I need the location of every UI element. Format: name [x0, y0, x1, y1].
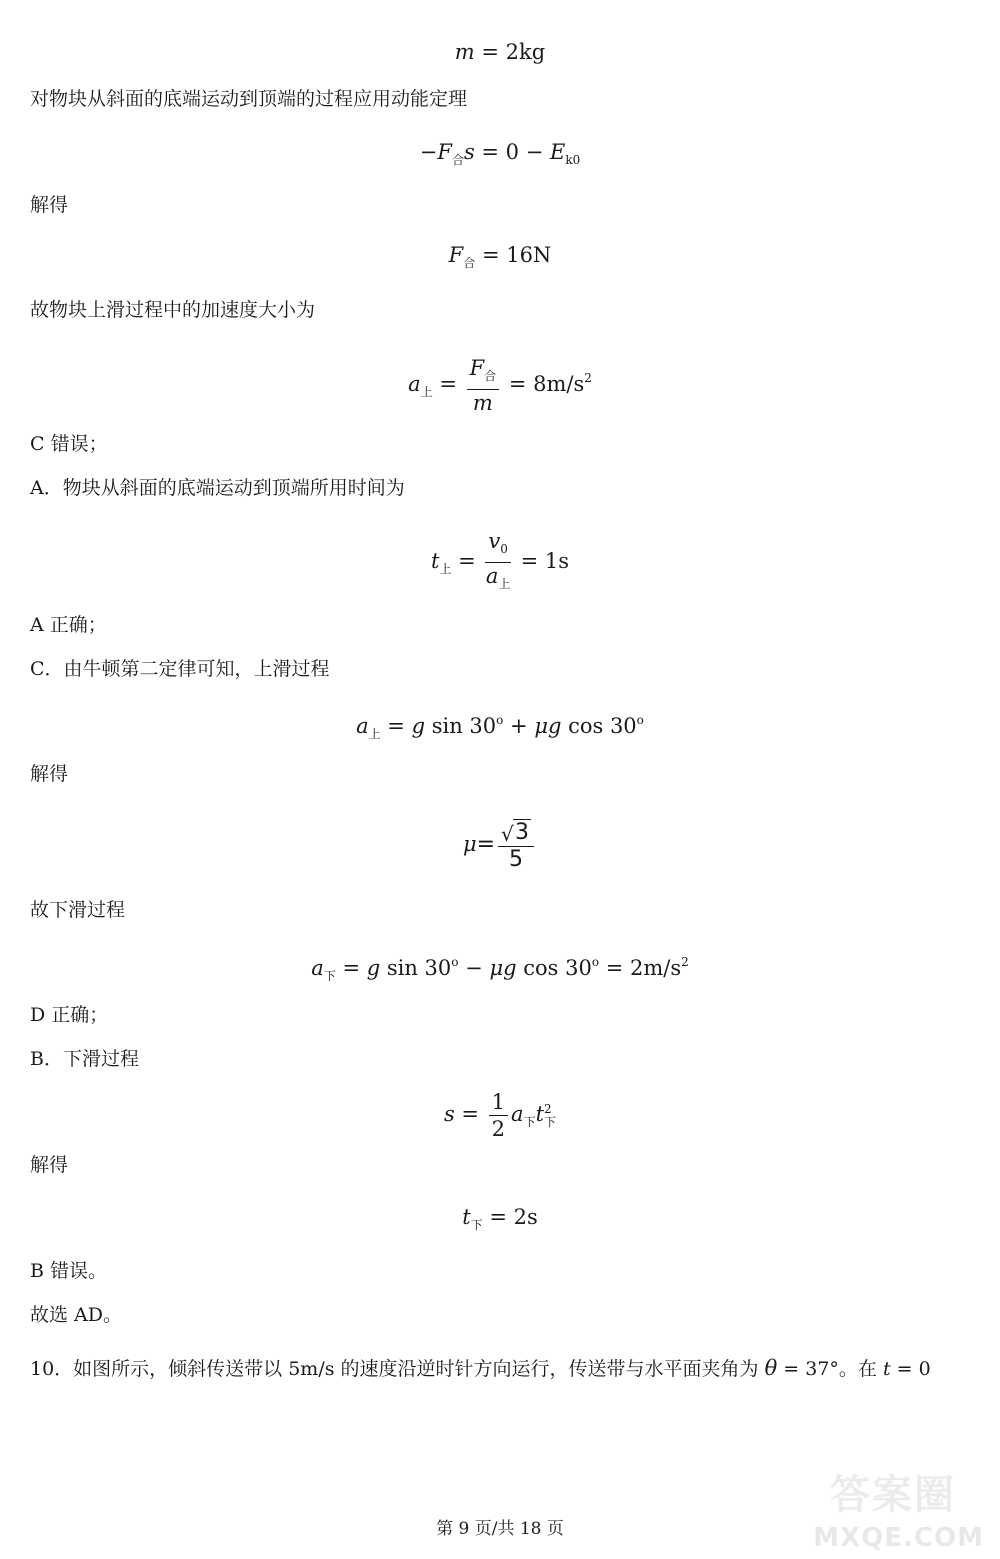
subscript: 下	[323, 969, 336, 983]
paragraph: 故选 AD。	[30, 1304, 122, 1326]
question-text: 的速度沿逆时针方向运行，传送带与水平面夹角为	[334, 1358, 765, 1380]
superscript: 2	[584, 371, 592, 385]
symbol: F	[437, 140, 452, 164]
subscript: 上	[420, 385, 433, 399]
numerator	[467, 355, 500, 390]
equation-kinetic-energy	[0, 140, 1000, 172]
paragraph: B 错误。	[30, 1260, 108, 1282]
superscript: 2	[544, 1101, 552, 1116]
subscript: 上	[439, 562, 452, 576]
numerator	[498, 819, 534, 847]
paragraph: 故物块上滑过程中的加速度大小为	[30, 299, 316, 321]
symbol: F	[469, 356, 485, 380]
equation-newton-up	[0, 708, 1000, 746]
value: = 8m/s	[502, 372, 585, 396]
theta-symbol: θ	[764, 1356, 778, 1380]
paragraph: 故下滑过程	[30, 899, 126, 921]
value: = 1s	[513, 549, 570, 573]
denominator: 2	[491, 1117, 506, 1141]
fraction	[485, 528, 511, 597]
symbol: s	[463, 140, 475, 164]
symbol: F	[448, 243, 464, 267]
symbol: μg	[489, 956, 517, 980]
equation-displacement	[0, 1086, 1000, 1150]
subscript: 上	[498, 577, 511, 591]
symbol: m	[472, 391, 493, 415]
paragraph: 解得	[30, 1154, 69, 1176]
denominator: 5	[509, 846, 524, 872]
numerator: 1	[489, 1089, 508, 1116]
value: = 2m/s	[599, 956, 682, 980]
paragraph: 解得	[30, 763, 69, 785]
equals: =	[476, 832, 496, 857]
radicand: 3	[515, 819, 530, 845]
subscript: 合	[451, 153, 464, 167]
question-text: 。在	[838, 1358, 883, 1380]
sqrt-sign: √	[501, 821, 514, 846]
denominator	[485, 563, 511, 597]
paragraph: B．下滑过程	[30, 1048, 139, 1070]
fraction	[498, 819, 534, 873]
symbol: a	[511, 1102, 524, 1126]
equation-mu	[0, 814, 1000, 875]
question-10	[30, 1356, 931, 1381]
term: cos 30	[561, 714, 637, 738]
watermark	[754, 1463, 984, 1553]
time-symbol: t	[882, 1358, 891, 1380]
equals: =	[380, 714, 412, 738]
paragraph: D 正确；	[30, 1004, 109, 1026]
symbol: a	[311, 956, 324, 980]
symbol: μg	[534, 714, 562, 738]
time-value: = 0	[890, 1358, 931, 1380]
equals: =	[432, 372, 464, 396]
term: sin 30	[380, 956, 452, 980]
paragraph: C．由牛顿第二定律可知，上滑过程	[30, 658, 330, 680]
watermark-domain: MXQE.COM	[813, 1523, 984, 1553]
paragraph: A 正确；	[30, 614, 107, 636]
plus: +	[503, 714, 535, 738]
symbol: μ	[462, 832, 477, 856]
equation-time-up	[0, 528, 1000, 597]
angle-value: = 37°	[777, 1358, 839, 1380]
subscript: 0	[500, 542, 508, 556]
symbol: s	[443, 1102, 455, 1126]
speed-value: 5m/s	[288, 1358, 335, 1380]
subscript: 上	[368, 727, 381, 741]
symbol: m	[454, 40, 475, 64]
subscript: 下	[544, 1114, 557, 1129]
equals: =	[474, 40, 506, 64]
value: = 2s	[482, 1205, 538, 1229]
minus: −	[458, 956, 490, 980]
symbol: a	[408, 372, 421, 396]
subscript: 下	[470, 1218, 483, 1232]
equation-mass	[0, 40, 1000, 64]
fraction	[489, 1089, 508, 1142]
superscript: o	[451, 955, 459, 969]
superscript: o	[636, 713, 644, 727]
equation-time-down	[0, 1205, 1000, 1237]
equals: =	[335, 956, 367, 980]
page-number: 第 9 页/共 18 页	[436, 1519, 564, 1539]
value: 2kg	[505, 40, 546, 64]
question-text: 10．如图所示，倾斜传送带以	[30, 1358, 289, 1380]
paragraph: 解得	[30, 194, 69, 216]
subscript: 下	[523, 1115, 536, 1129]
paragraph: A．物块从斜面的底端运动到顶端所用时间为	[30, 477, 405, 499]
subscript: k0	[565, 153, 581, 167]
paragraph: C 错误；	[30, 433, 108, 455]
equals: =	[451, 549, 483, 573]
symbol: t	[535, 1102, 545, 1126]
sup-sub-stack	[544, 1103, 556, 1129]
term: cos 30	[516, 956, 592, 980]
superscript: o	[496, 713, 504, 727]
equation-acceleration-up	[0, 350, 1000, 420]
denominator	[467, 390, 500, 416]
symbol: a	[485, 564, 499, 588]
numerator	[485, 528, 511, 563]
symbol: t	[430, 549, 440, 573]
symbol: t	[462, 1205, 471, 1229]
sqrt	[501, 819, 531, 846]
equals: = 0 −	[474, 140, 550, 164]
fraction	[467, 355, 500, 416]
symbol: v	[488, 529, 501, 553]
symbol: a	[356, 714, 369, 738]
equals: =	[454, 1102, 486, 1126]
subscript: 合	[463, 256, 476, 270]
value: = 16N	[475, 243, 552, 267]
term: sin 30	[425, 714, 497, 738]
watermark-logo-text: 答案圈	[830, 1472, 956, 1518]
minus: −	[419, 140, 438, 164]
symbol: g	[366, 956, 381, 980]
paragraph: 对物块从斜面的底端运动到顶端的过程应用动能定理	[30, 88, 468, 110]
superscript: 2	[681, 955, 689, 969]
subscript: 合	[484, 369, 497, 383]
superscript: o	[591, 955, 600, 969]
equation-net-force	[0, 243, 1000, 275]
symbol: g	[411, 714, 426, 738]
symbol: E	[550, 140, 566, 164]
equation-acceleration-down	[0, 950, 1000, 988]
